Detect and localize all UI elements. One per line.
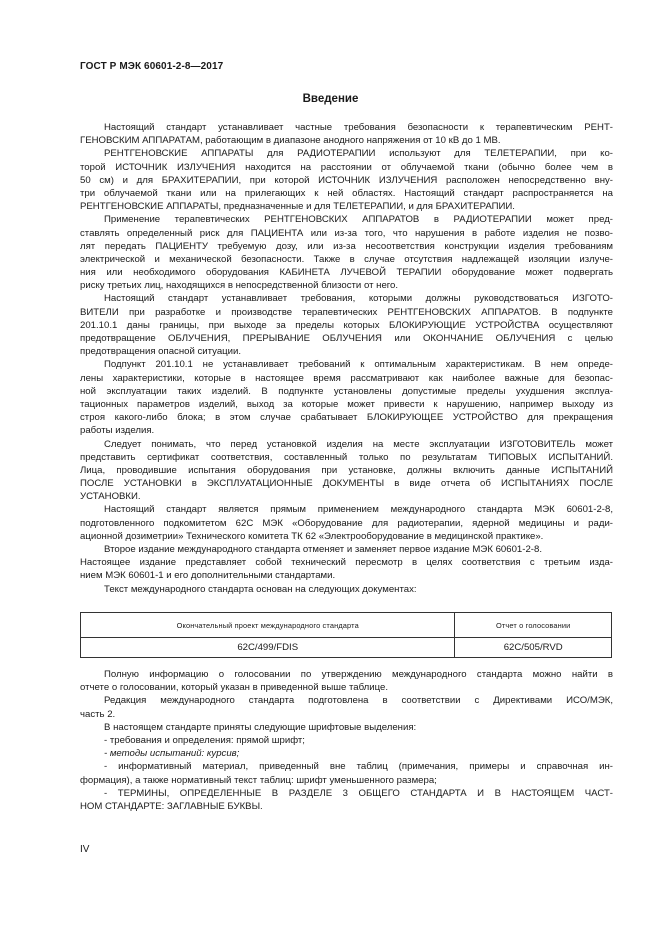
text-line: Второе издание международного стандарта отменяет и заменяет первое издание МЭК 60601-2-8. — [104, 544, 542, 555]
text-line: Настоящий стандарт устанавливает требования, которыми должны руководствоваться ИЗГОТО- — [104, 293, 613, 305]
text-line: предотвращение ОБЛУЧЕНИЯ, ПРЕРЫВАНИЕ ОБЛУЧЕНИЯ или ОКОНЧАНИЕ ОБЛУЧЕНИЯ с целью — [80, 333, 613, 344]
body-text-2 — [80, 668, 613, 813]
text-line: представить сертификат соответствия, составленный только по результатам ТИПОВЫХ ИСПЫТАНИЙ. — [80, 451, 613, 463]
text-line: Настоящий стандарт устанавливает частные требования безопасности к терапевтическим РЕНТ- — [104, 122, 613, 133]
table-header-cell: Окончательный проект международного стандарта — [81, 613, 455, 638]
table-cell: 62С/499/FDIS — [81, 638, 455, 658]
text-line: строя какого-либо блока; в этом случае срабатывает БЛОКИРУЮЩЕЕ УСТРОЙСТВО для прекращения — [80, 412, 613, 424]
text-line: электрической и механической безопасности. Также в случае отсутствия надлежащей изоляции излуче- — [80, 253, 613, 265]
text-line: Полную информацию о голосовании по утверждению международного стандарта можно найти в — [104, 669, 613, 680]
table-cell: 62С/505/RVD — [455, 638, 612, 658]
text-line: нием МЭК 60601-1 и его дополнительными стандартами. — [80, 570, 336, 582]
text-line — [80, 747, 613, 760]
text-line: риску третьих лиц, находящихся в непосредственной близости от него. — [80, 280, 399, 292]
page-number: IV — [80, 844, 90, 855]
text-line: 201.10.1 даны границы, при выходе за пределы которых БЛОКИРУЮЩИЕ УСТРОЙСТВА осуществляют — [80, 319, 613, 331]
text-line: тационных параметров изделий, выход за которые может привести к нарушению, например выходу из — [80, 398, 613, 410]
text-line: В настоящем стандарте приняты следующие шрифтовые выделения: — [104, 721, 417, 733]
text-line: РЕНТГЕНОВСКИЕ АППАРАТЫ для РАДИОТЕРАПИИ используют для ТЕЛЕТЕРАПИИ, при ко- — [104, 148, 613, 160]
text-line: Редакция международного стандарта подготовлена в соответствии с Директивами ИСО/МЭК, — [104, 695, 613, 707]
text-line: - ТЕРМИНЫ, ОПРЕДЕЛЕННЫЕ В РАЗДЕЛЕ 3 ОБЩЕГО СТАНДАРТА И В НАСТОЯЩЕМ ЧАСТ- — [104, 787, 613, 799]
text-line: ной эксплуатации таких изделий. В подпункте установлены допустимые пределы ухудшения эксплуа- — [80, 385, 613, 397]
text-line: - требования и определения: прямой шрифт; — [104, 734, 305, 746]
text-line: Лица, проводившие испытания оборудования при установке, должны включить данные ИСПЫТАНИЙ — [80, 464, 613, 476]
text-line: лят передать ПАЦИЕНТУ требуемую дозу, или из-за несоответствия конструкции изделия требованиям — [80, 240, 613, 252]
italic-text: - методы испытаний: курсив; — [104, 748, 240, 760]
text-line: Текст международного стандарта основан на следующих документах: — [104, 583, 417, 595]
text-line: часть 2. — [80, 708, 116, 720]
voting-documents-table — [80, 612, 612, 658]
text-line: ставлять определенный риск для ПАЦИЕНТА или из-за того, что нарушения в работе изделия не позво- — [80, 227, 613, 239]
text-line: Настоящее издание представляет собой технический пересмотр в целях соответствия с третьим изда- — [80, 557, 613, 569]
text-line: ГЕНОВСКИМ АППАРАТАМ, работающим в диапазоне анодного напряжения от 10 кВ до 1 МВ. — [80, 135, 501, 147]
text-line: подготовленного подкомитетом 62С МЭК «Оборудование для радиотерапии, ядерной медицины и ради- — [80, 517, 613, 529]
text-line: формация), а также нормативный текст таблиц: шрифт уменьшенного размера; — [80, 774, 437, 786]
text-line: Подпункт 201.10.1 не устанавливает требований к оптимальным характеристикам. В нем опреде- — [104, 359, 613, 371]
text-line: НОМ СТАНДАРТЕ: ЗАГЛАВНЫЕ БУКВЫ. — [80, 800, 263, 812]
body-text — [80, 121, 613, 596]
section-title: Введение — [302, 93, 359, 105]
table-row — [81, 638, 612, 658]
text-line: ния или необходимого оборудования КАБИНЕТА ЛУЧЕВОЙ ТЕРАПИИ оборудование может подвергать — [80, 267, 613, 279]
text-line: Настоящий стандарт является прямым применением международного стандарта МЭК 60601-2-8, — [104, 504, 613, 516]
text-line: Следует понимать, что перед установкой изделия на месте эксплуатации ИЗГОТОВИТЕЛЬ может — [104, 438, 613, 450]
text-line: РЕНТГЕНОВСКИЕ АППАРАТЫ, предназначенные и для ТЕЛЕТЕРАПИИ, и для БРАХИТЕРАПИИ. — [80, 201, 515, 213]
text-line: отчете о голосовании, который указан в приведенной выше таблице. — [80, 682, 389, 694]
text-line: ПОСЛЕ УСТАНОВКИ в ЭКСПЛУАТАЦИОННЫЕ ДОКУМЕНТЫ в виде отчета об ИСПЫТАНИЯХ ПОСЛЕ — [80, 478, 613, 490]
text-line: УСТАНОВКИ. — [80, 491, 141, 503]
text-line: ационной дозиметрии» Технического комитета ТК 62 «Электрооборудование в медицинской практике». — [80, 530, 544, 542]
text-line: работы изделия. — [80, 425, 155, 437]
table-header-cell: Отчет о голосовании — [455, 613, 612, 638]
running-header: ГОСТ Р МЭК 60601-2-8—2017 — [80, 61, 224, 72]
text-line: Применение терапевтических РЕНТГЕНОВСКИХ АППАРАТОВ в РАДИОТЕРАПИИ может пред- — [104, 214, 613, 226]
text-line: - информативный материал, приведенный вне таблиц (примечания, примеры и справочная ин- — [104, 761, 613, 773]
text-line: торой ИСТОЧНИК ИЗЛУЧЕНИЯ находится на расстоянии от облучаемой ткани (обычно более чем в — [80, 161, 613, 173]
text-line: 50 см) и для БРАХИТЕРАПИИ, при которой ИСТОЧНИК ИЗЛУЧЕНИЯ расположен непосредственно вну- — [80, 174, 613, 186]
text-line: ВИТЕЛИ при разработке и производстве терапевтических РЕНТГЕНОВСКИХ АППАРАТОВ. В подпункте — [80, 306, 613, 318]
text-line: предотвращения опасной ситуации. — [80, 346, 242, 358]
text-line: три облучаемой ткани или на прилегающих к ней областях. Настоящий стандарт распространяется на — [80, 187, 613, 199]
text-line: лены характеристики, которые в настоящее время рассматривают как наиболее важные для безопас- — [80, 372, 613, 384]
